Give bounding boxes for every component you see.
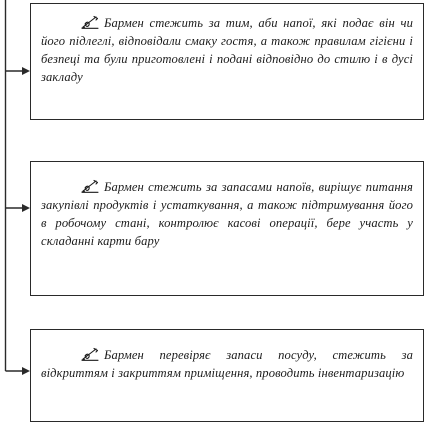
duty-text-3-content: Бармен перевіряє запаси посуду, стежить за відкриттям і закриттям приміщення, проводить інвентаризацію: [41, 348, 413, 380]
arrow-head-2: [22, 204, 30, 212]
duty-box-3: [30, 329, 424, 422]
duty-text-1-content: Бармен стежить за тим, аби напої, які подає він чи його підлеглі, відповідали смаку гостя, а також правилам гігієни і безпеці та були приготовлені і подані відповідно до стилю і в дусі закладу: [41, 16, 413, 84]
duty-box-1: [30, 3, 424, 120]
duty-box-2: [30, 161, 424, 296]
duty-text-1: [41, 14, 413, 86]
duty-text-2: [41, 172, 413, 250]
duty-text-2-content: Бармен стежить за запасами напоїв, вирішує питання закупівлі продуктів і устаткування, а також підтримування його в робочому стані, контролює касові операції, бере участь у складанні карти бару: [41, 180, 413, 248]
duty-text-3: [41, 340, 413, 382]
arrow-head-3: [22, 367, 30, 375]
writing-hand-icon: [81, 179, 99, 193]
writing-hand-icon: [81, 15, 99, 29]
writing-hand-icon: [81, 347, 99, 361]
arrow-head-1: [22, 67, 30, 75]
